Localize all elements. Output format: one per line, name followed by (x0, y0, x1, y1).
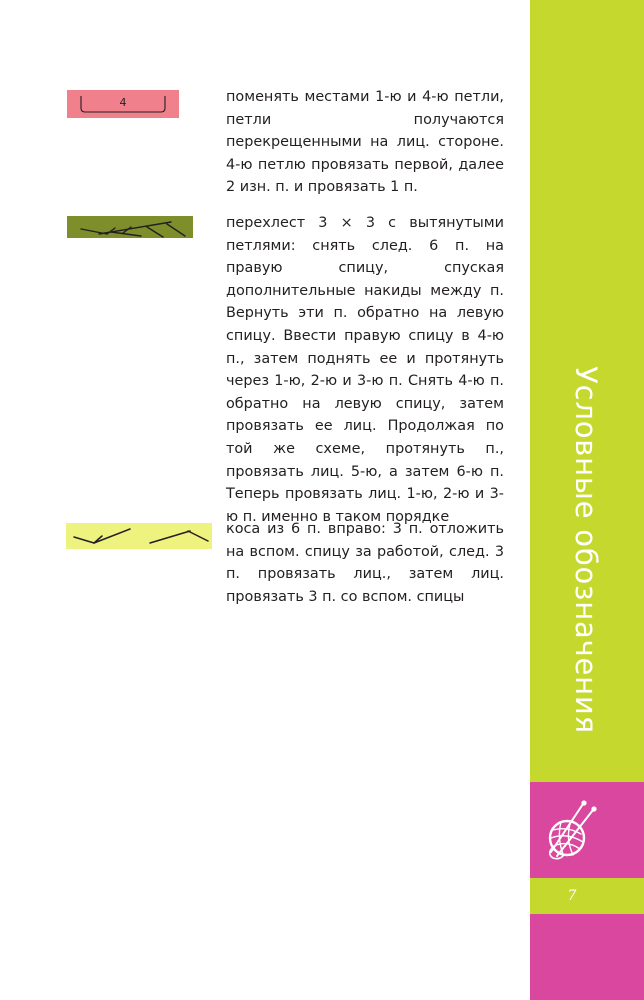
legend-symbol-cross-3x3 (67, 216, 193, 238)
legend-symbol-cable-right (66, 523, 212, 549)
side-tab-title-text: Условные обозначения (569, 366, 603, 734)
symbol-number: 4 (119, 96, 127, 109)
side-tab-bottom-block (530, 914, 644, 1000)
symbol-background (66, 523, 212, 549)
legend-description: поменять местами 1-ю и 4-ю петли, петли получаются перекрещенными на лиц. стороне. 4-ю петлю провязать первой, далее 2 изн. п. и провязать 1 п. (226, 89, 504, 196)
legend-description: перехлест 3 × 3 с вытянутыми петлями: снять след. 6 п. на правую спицу, спуская дополнительные накиды между п. Вернуть эти п. обратно на левую спицу. Ввести правую спицу в 4-ю п., затем поднять ее и протянуть через 1-ю, 2-ю и 3-ю п. Снять 4-ю п. обратно на левую спицу, затем провязать ее лиц. Продолжая по той же схеме, протянуть п., провязать лиц. 5-ю, а затем 6-ю п. Теперь провязать лиц. 1-ю, 2-ю и 3-ю п. именно в таком порядке (226, 215, 504, 525)
side-tab-title (529, 330, 643, 770)
legend-description: коса из 6 п. вправо: 3 п. отложить на вспом. спицу за работой, след. 3 п. провязать лиц., затем лиц. провязать 3 п. со вспом. спицы (226, 521, 504, 605)
legend-symbol-cross-4 (67, 90, 179, 118)
page-number: 7 (567, 888, 577, 904)
yarn-ball-needles-icon (543, 798, 601, 862)
